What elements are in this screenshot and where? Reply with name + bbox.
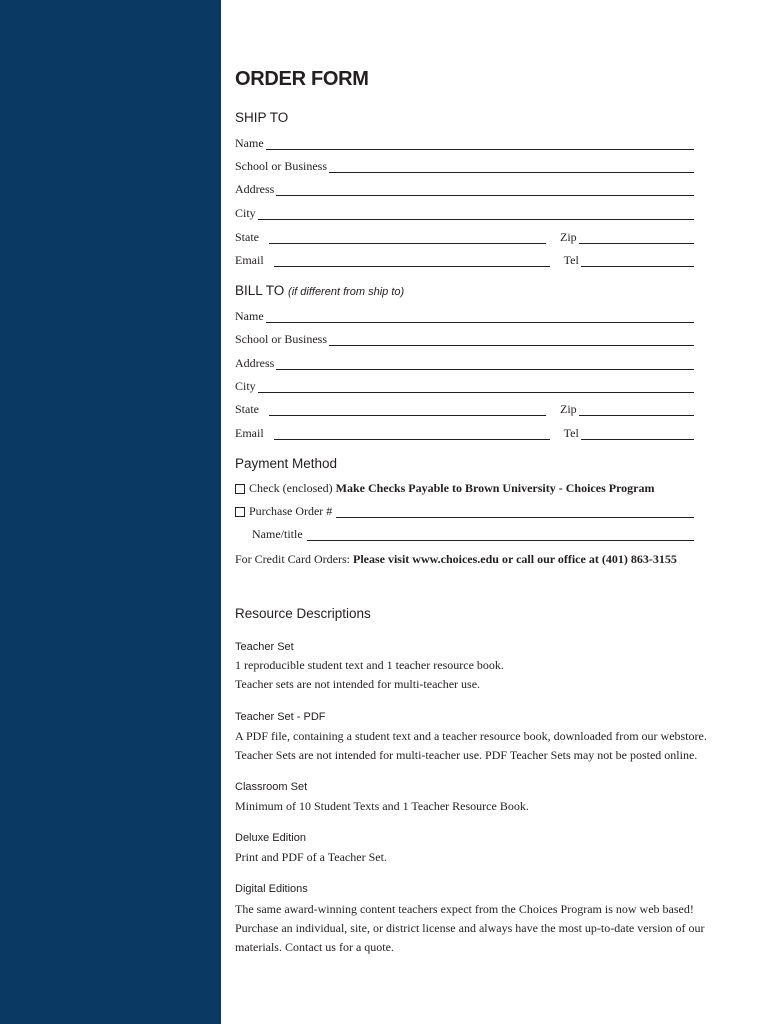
bill-email-row: [235, 424, 694, 440]
bill-city-row: [235, 377, 694, 393]
po-option-row: [235, 504, 694, 518]
po-number-field[interactable]: [336, 506, 694, 518]
credit-card-row: [235, 552, 697, 566]
ship-email-field[interactable]: [274, 255, 550, 267]
bill-name-label: Name: [235, 309, 264, 323]
bill-city-label: City: [235, 379, 256, 393]
ship-tel-label: Tel: [563, 253, 579, 267]
resource-title-deluxe-edition: Deluxe Edition: [235, 832, 306, 844]
bill-school-label: School or Business: [235, 332, 328, 346]
ship-state-field[interactable]: [269, 232, 546, 244]
sidebar-panel: [0, 0, 221, 1024]
resource-desc-teacher-set-pdf: A PDF file, containing a student text and a teacher resource book, downloaded from our webstore. Teacher Sets are not intended for multi-teacher use. PDF Teacher Sets may not be posted online.: [235, 729, 707, 762]
ship-email-label: Email: [235, 253, 264, 267]
ship-name-label: Name: [235, 136, 264, 150]
bill-address-row: [235, 354, 694, 370]
bill-email-field[interactable]: [274, 428, 550, 440]
ship-state-row: [235, 228, 694, 244]
bill-state-label: State: [235, 402, 259, 416]
resource-desc-deluxe-edition: Print and PDF of a Teacher Set.: [235, 850, 387, 864]
ship-city-field[interactable]: [258, 208, 694, 220]
ship-name-row: [235, 134, 694, 150]
ship-name-field[interactable]: [266, 138, 694, 150]
bill-tel-label: Tel: [563, 426, 579, 440]
name-title-row: [252, 527, 694, 541]
ship-zip-field[interactable]: [579, 232, 694, 244]
ship-to-heading: SHIP TO: [235, 110, 289, 125]
bill-email-label: Email: [235, 426, 264, 440]
bill-school-row: [235, 330, 694, 346]
ship-school-field[interactable]: [329, 161, 694, 173]
resources-heading: Resource Descriptions: [235, 606, 371, 621]
po-label: Purchase Order #: [249, 504, 333, 518]
resource-desc-classroom-set: Minimum of 10 Student Texts and 1 Teacher Resource Book.: [235, 799, 529, 813]
ship-school-row: [235, 157, 694, 173]
resource-title-classroom-set: Classroom Set: [235, 781, 308, 793]
credit-card-prefix: For Credit Card Orders:: [235, 552, 350, 566]
credit-card-note: Please visit www.choices.edu or call our office at (401) 863-3155: [352, 552, 677, 566]
check-label: Check (enclosed): [249, 481, 333, 495]
ship-zip-label: Zip: [560, 230, 577, 244]
po-checkbox[interactable]: [235, 507, 245, 517]
ship-address-label: Address: [235, 182, 275, 196]
bill-state-row: [235, 400, 694, 416]
ship-address-field[interactable]: [276, 184, 694, 196]
ship-tel-field[interactable]: [581, 255, 694, 267]
ship-state-label: State: [235, 230, 259, 244]
bill-name-row: [235, 307, 694, 323]
ship-email-row: [235, 251, 694, 267]
check-note: Make Checks Payable to Brown University - Choices Program: [335, 481, 655, 495]
ship-school-label: School or Business: [235, 159, 328, 173]
bill-to-heading: BILL TO (if different from ship to): [235, 283, 405, 298]
bill-city-field[interactable]: [258, 381, 694, 393]
check-option-row: [235, 481, 697, 495]
bill-name-field[interactable]: [266, 311, 694, 323]
bill-school-field[interactable]: [329, 334, 694, 346]
bill-address-label: Address: [235, 356, 275, 370]
payment-heading: Payment Method: [235, 456, 338, 471]
ship-city-label: City: [235, 206, 256, 220]
page-title: ORDER FORM: [235, 68, 369, 90]
name-title-label: Name/title: [252, 527, 303, 541]
bill-state-field[interactable]: [269, 404, 546, 416]
check-checkbox[interactable]: [235, 484, 245, 494]
name-title-field[interactable]: [307, 529, 694, 541]
ship-address-row: [235, 180, 694, 196]
ship-city-row: [235, 204, 694, 220]
bill-address-field[interactable]: [276, 358, 694, 370]
resource-title-digital-editions: Digital Editions: [235, 883, 308, 895]
resource-desc-teacher-set: 1 reproducible student text and 1 teacher resource book. Teacher sets are not intended for multi-teacher use.: [235, 658, 504, 691]
bill-zip-label: Zip: [560, 402, 577, 416]
bill-zip-field[interactable]: [579, 404, 694, 416]
resource-desc-digital-editions: The same award-winning content teachers expect from the Choices Program is now web based! Purchase an individual, site, or district license and always have the most up-to-date version of our materials. Contact us for a quote.: [235, 902, 705, 954]
resource-title-teacher-set-pdf: Teacher Set - PDF: [235, 711, 326, 723]
bill-to-note: (if different from ship to): [288, 286, 405, 298]
bill-tel-field[interactable]: [581, 428, 694, 440]
resource-title-teacher-set: Teacher Set: [235, 641, 294, 653]
